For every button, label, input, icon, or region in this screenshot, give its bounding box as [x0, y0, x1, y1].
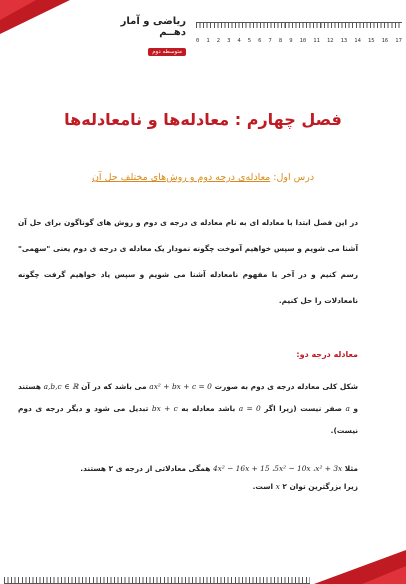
ruler-number: 15	[367, 38, 375, 44]
ruler-number: 16	[381, 38, 389, 44]
ruler-number: 3	[227, 38, 231, 44]
definition-text-4: صفر نیست (زیرا اگر	[264, 404, 342, 413]
definition-text-6: تبدیل می شود و دیگر درجه ی دوم نیست).	[18, 404, 358, 435]
variable-x: x	[275, 482, 280, 491]
example-text-4: ۲ است.	[252, 482, 287, 491]
brand-subtitle: متوسطه دوم	[148, 48, 186, 56]
lesson-title: معادله‌ی درجه دوم و روش‌های مختلف حل آن	[91, 172, 271, 183]
ruler-number: 1	[206, 38, 210, 44]
real-numbers-membership: ∈ ℝ	[64, 382, 79, 391]
ruler-number: 14	[354, 38, 361, 44]
definition-text-5: باشد معادله به	[181, 404, 236, 413]
equation-a-zero: a = 0	[238, 404, 261, 413]
brand-title: ریاضی و آمار دهــم	[120, 16, 186, 38]
example-paragraph	[18, 460, 358, 496]
ruler-number: 7	[268, 38, 272, 44]
corner-decoration-bottom-right-inner	[362, 566, 406, 584]
ruler-number: 5	[247, 38, 252, 44]
top-ruler	[196, 22, 402, 44]
bottom-ruler	[4, 570, 310, 584]
section-heading: معادله درجه دو:	[296, 350, 358, 359]
ruler-ticks	[196, 22, 402, 28]
ruler-number: 13	[340, 38, 348, 44]
corner-decoration-top-left-inner	[0, 0, 36, 20]
example-text-1: مثلا	[344, 464, 358, 473]
ruler-ticks	[4, 577, 310, 584]
definition-text-1: شکل کلی معادله درجه ی دوم به صورت	[214, 382, 359, 391]
definition-paragraph	[18, 376, 358, 442]
ruler-number: 6	[258, 38, 262, 44]
ruler-number: 0	[196, 38, 200, 44]
ruler-number: 11	[313, 38, 320, 44]
ruler-number: 4	[237, 38, 241, 44]
example-equations: 4x² − 16x + 15 ،5x² − 10x ،x² + 3x	[212, 464, 343, 473]
ruler-number: 17	[395, 38, 402, 44]
chapter-title: فصل چهارم : معادله‌ها و نامعادله‌ها	[64, 110, 342, 129]
ruler-numbers	[196, 38, 402, 44]
ruler-number: 2	[216, 38, 221, 44]
example-text-2: همگی معادلاتی از درجه ی ۲ هستند.	[80, 464, 211, 473]
coefficient-a: a	[345, 404, 350, 413]
definition-text-2: می باشد که در آن	[81, 382, 147, 391]
brand-logo	[96, 16, 186, 57]
ruler-number: 10	[299, 38, 307, 44]
definition-text-3: هستند و	[18, 382, 358, 413]
ruler-number: 12	[326, 38, 334, 44]
coefficients-abc: a,b,c	[43, 382, 62, 391]
lesson-label: درس اول:	[273, 172, 315, 183]
equation-general-form: ax² + bx + c = 0	[149, 382, 212, 391]
lesson-heading	[0, 172, 406, 183]
example-text-3: زیرا بزرگترین توان	[289, 482, 358, 491]
ruler-number: 8	[278, 38, 283, 44]
expression-bx-plus-c: bx + c	[151, 404, 178, 413]
ruler-number: 9	[289, 38, 293, 44]
intro-paragraph: در این فصل ابتدا با معادله ای به نام معادله ی درجه ی دوم و روش های گوناگون برای حل آن آشنا می شویم و سپس خواهیم آموخت چگونه نمودار یک معادله ی درجه ی دوم یعنی "سهمی" رسم کنیم و در آخر با مفهوم نامعادله آشنا می شویم و سپس یاد خواهیم گرفت چگونه نامعادلات را حل کنیم.	[18, 218, 358, 305]
